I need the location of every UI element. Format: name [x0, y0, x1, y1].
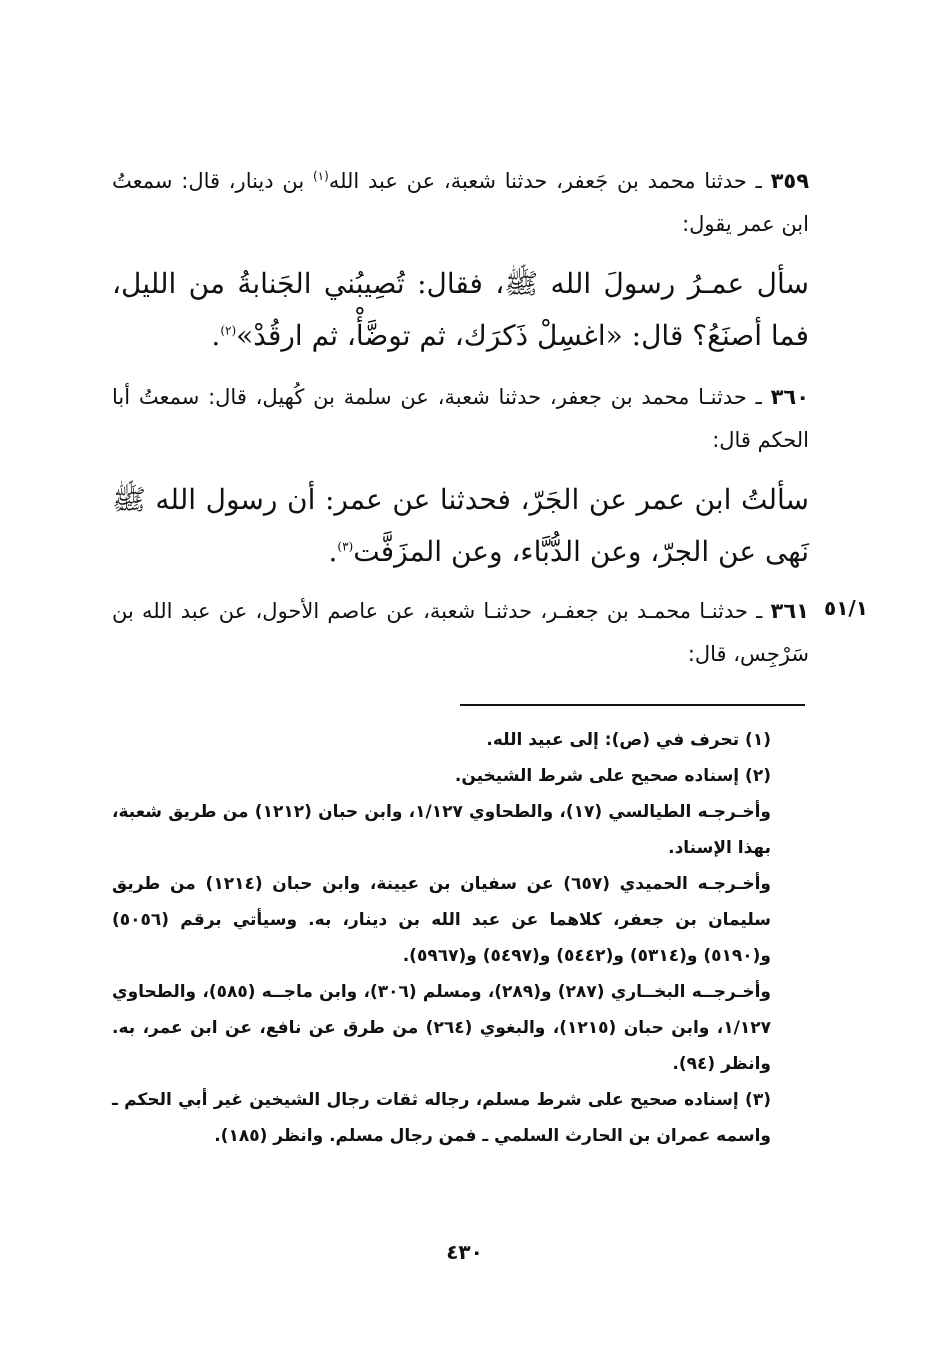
footnotes	[112, 722, 809, 1154]
matn-text: سأل عمـرُ رسولَ الله ﷺ، فقال: تُصِيبُني الجَنابةُ من الليل، فما أصنَعُ؟ قال: «اغسِلْ ذَكرَك، ثم توضَّأْ، ثم ارقُدْ»	[112, 267, 809, 352]
footnote-marker: (٣)	[337, 539, 354, 554]
isnad-text: ـ حدثنـا محمد بن جعفر، حدثنا شعبة، عن سلمة بن كُهيل، قال: سمعتُ أبا الحكم قال:	[112, 385, 809, 452]
isnad-text: بن دينار، قال: سمعتُ ابن عمر يقول:	[112, 169, 809, 236]
page-number: ٤٣٠	[446, 1240, 483, 1264]
hadith-number: ٣٦٠	[770, 385, 810, 409]
hadith-number: ٣٥٩	[770, 169, 810, 193]
footnote-2-paragraph: وأخـرجـه الطيالسي (١٧)، والطحاوي ١/١٢٧، وابن حبان (١٢١٢) من طريق شعبة، بهذا الإسناد.	[112, 802, 771, 858]
footnote-separator	[460, 704, 805, 706]
matn-end: .	[328, 535, 338, 568]
hadith-359-matn	[112, 258, 809, 362]
footnote-marker: (٢)	[220, 323, 237, 338]
isnad-text: ـ حدثنا محمد بن جَعفر، حدثنا شعبة، عن عبد الله	[328, 169, 762, 193]
matn-end: .	[211, 319, 221, 352]
margin-volume-page-reference: ٥١/١	[824, 596, 868, 620]
footnote-1: (١) تحرف في (ص): إلى عبيد الله.	[486, 730, 771, 750]
footnote-2-paragraph: وأخـرجــه البخــاري (٢٨٧) و(٢٨٩)، ومسلم (٣٠٦)، وابن ماجــه (٥٨٥)، والطحاوي ١/١٢٧، وابن حبان (١٢١٥)، والبغوي (٢٦٤) من طرق عن نافع، عن ابن عمر، به. وانظر (٩٤).	[112, 982, 771, 1074]
hadith-360-matn	[112, 474, 809, 578]
isnad-text: ـ حدثنـا محمـد بن جعفـر، حدثنـا شعبة، عن عاصم الأحول، عن عبد الله بن سَرْجِس، قال:	[112, 599, 809, 666]
hadith-361-isnad	[112, 590, 809, 676]
hadith-number: ٣٦١	[770, 599, 809, 623]
footnote-2: (٢) إسناده صحيح على شرط الشيخين.	[454, 766, 771, 786]
hadith-360-isnad	[112, 376, 809, 462]
footnote-3: (٣) إسناده صحيح على شرط مسلم، رجاله ثقات رجال الشيخين غير أبي الحكم ـ واسمه عمران بن الحارث السلمي ـ فمن رجال مسلم. وانظر (١٨٥).	[112, 1090, 771, 1146]
footnote-2-paragraph: وأخـرجـه الحميدي (٦٥٧) عن سفيان بن عيينة، وابن حبان (١٢١٤) من طريق سليمان بن جعفر، كلاهما عن عبد الله بن دينار، به. وسيأتي برقم (٥٠٥٦) و(٥١٩٠) و(٥٣١٤) و(٥٤٤٢) و(٥٤٩٧) و(٥٩٦٧).	[112, 874, 771, 966]
matn-text: سألتُ ابن عمر عن الجَرّ، فحدثنا عن عمر: أن رسول الله ﷺ نَهى عن الجرّ، وعن الدُّبَّاء، وعن المزَفَّت	[112, 483, 809, 568]
footnote-marker: (١)	[312, 169, 329, 183]
hadith-359-isnad	[112, 160, 809, 246]
